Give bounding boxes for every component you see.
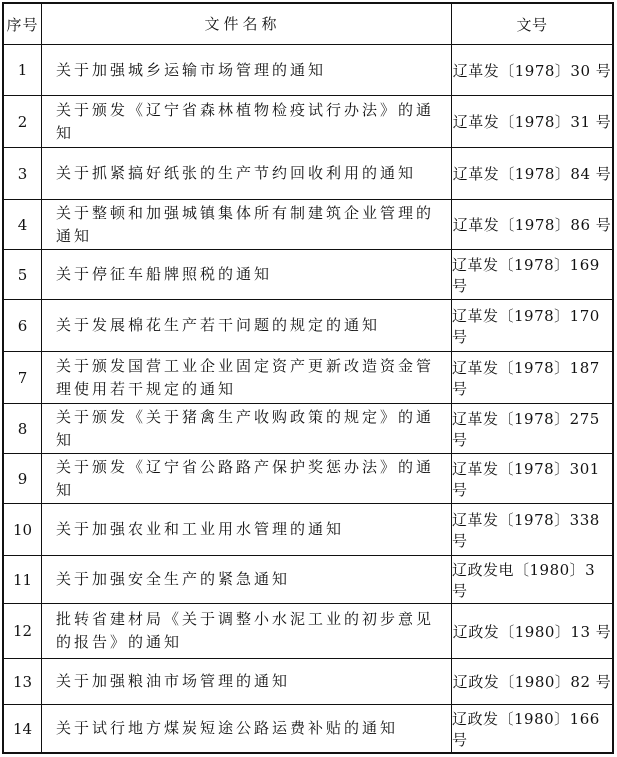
table-row <box>4 404 612 454</box>
row-doc: 辽革发〔1978〕338 号 <box>452 510 600 550</box>
table-row <box>4 148 612 200</box>
row-seq: 10 <box>4 504 42 555</box>
row-name: 关于加强安全生产的紧急通知 <box>42 556 452 603</box>
row-name: 关于加强城乡运输市场管理的通知 <box>42 45 452 95</box>
row-name: 关于颁发《关于猪禽生产收购政策的规定》的通知 <box>42 404 452 453</box>
row-seq: 11 <box>4 556 42 603</box>
row-name: 关于试行地方煤炭短途公路运费补贴的通知 <box>42 705 452 752</box>
row-seq: 14 <box>4 705 42 752</box>
row-name: 关于颁发《辽宁省森林植物检疫试行办法》的通知 <box>42 96 452 147</box>
table-row <box>4 705 612 752</box>
table-row <box>4 604 612 659</box>
row-name: 关于停征车船牌照税的通知 <box>42 250 452 299</box>
row-seq: 4 <box>4 200 42 249</box>
header-name: 文件名称 <box>42 4 452 44</box>
row-name: 关于加强粮油市场管理的通知 <box>42 659 452 704</box>
table-row <box>4 556 612 604</box>
header-seq: 序号 <box>4 4 42 44</box>
row-doc: 辽革发〔1978〕31 号 <box>452 113 612 131</box>
row-name: 关于颁发国营工业企业固定资产更新改造资金管理使用若干规定的通知 <box>42 352 452 403</box>
row-seq: 3 <box>4 148 42 199</box>
row-seq: 6 <box>4 300 42 351</box>
table-row <box>4 504 612 556</box>
row-doc: 辽革发〔1978〕30 号 <box>452 61 612 80</box>
row-name: 批转省建材局《关于调整小水泥工业的初步意见的报告》的通知 <box>42 604 452 658</box>
row-seq: 9 <box>4 454 42 503</box>
row-seq: 2 <box>4 96 42 147</box>
row-seq: 8 <box>4 404 42 453</box>
row-doc: 辽政发〔1980〕13 号 <box>452 622 612 641</box>
row-doc: 辽革发〔1978〕170 号 <box>452 306 600 346</box>
row-doc: 辽革发〔1978〕169 号 <box>452 255 600 295</box>
table-row <box>4 250 612 300</box>
table-row <box>4 300 612 352</box>
row-seq: 1 <box>4 45 42 95</box>
row-doc: 辽革发〔1978〕86 号 <box>452 216 612 234</box>
row-name: 关于加强农业和工业用水管理的通知 <box>42 504 452 555</box>
table-row <box>4 200 612 250</box>
table-row <box>4 659 612 705</box>
row-seq: 13 <box>4 659 42 704</box>
table-header <box>4 4 612 45</box>
row-doc: 辽革发〔1978〕84 号 <box>452 165 612 183</box>
row-seq: 7 <box>4 352 42 403</box>
row-doc: 辽政发〔1980〕166 号 <box>452 709 600 749</box>
table-row <box>4 45 612 96</box>
row-doc: 辽革发〔1978〕301 号 <box>452 459 600 499</box>
table-row <box>4 352 612 404</box>
table-row <box>4 96 612 148</box>
row-doc: 辽革发〔1978〕187 号 <box>452 358 600 398</box>
row-name: 关于颁发《辽宁省公路路产保护奖惩办法》的通知 <box>42 454 452 503</box>
row-seq: 5 <box>4 250 42 299</box>
row-seq: 12 <box>4 604 42 658</box>
row-doc: 辽革发〔1978〕275 号 <box>452 409 600 449</box>
row-name: 关于整顿和加强城镇集体所有制建筑企业管理的通知 <box>42 200 452 249</box>
row-doc: 辽政发电〔1980〕3 号 <box>452 560 596 600</box>
row-name: 关于抓紧搞好纸张的生产节约回收利用的通知 <box>42 148 452 199</box>
table-row <box>4 454 612 504</box>
row-name: 关于发展棉花生产若干问题的规定的通知 <box>42 300 452 351</box>
document-table <box>2 2 614 754</box>
row-doc: 辽政发〔1980〕82 号 <box>452 673 612 691</box>
header-doc: 文号 <box>516 15 548 34</box>
